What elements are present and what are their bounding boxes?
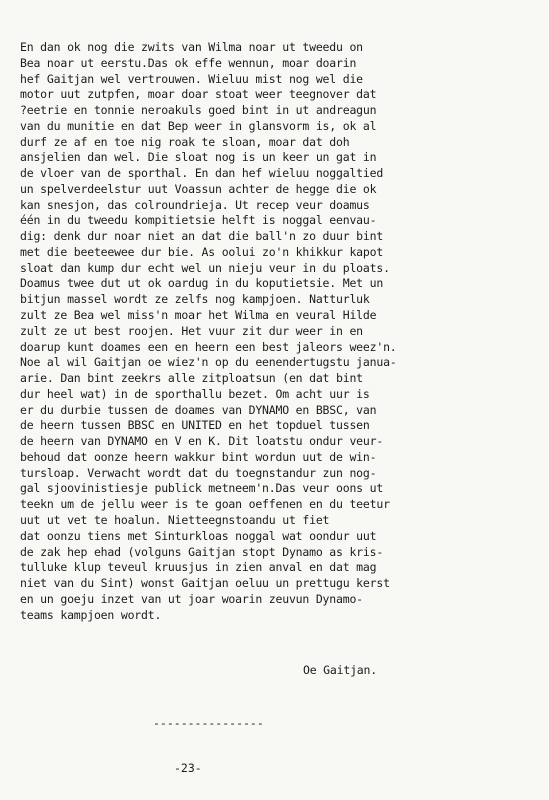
text-line: behoud dat oonze heern wakkur bint wordun uut de win- — [20, 449, 377, 464]
text-line: dur heel wat) in de sporthallu bezet. Om acht uur is — [20, 386, 370, 401]
text-line: gal sjoovinistiesje publick metneem'n.Das veur oons ut — [20, 481, 384, 496]
text-line: en un goeju inzet van ut joar woarin zeuvun Dynamo- — [20, 591, 363, 606]
page-number: -23- — [174, 761, 202, 775]
text-line: er du durbie tussen de doames van DYNAMO en BBSC, van — [20, 402, 377, 417]
text-line: sloat dan kump dur echt wel un nieju veur in du ploats. — [20, 260, 390, 275]
text-line: doarup kunt doames een en heern een best jaleors weez'n. — [20, 339, 397, 354]
text-line: de zak hep ehad (volguns Gaitjan stopt Dynamo as kris- — [20, 544, 384, 559]
text-line: kan snesjon, das colroundrieja. Ut recep veur doamus — [20, 197, 370, 212]
text-line: teams kampjoen wordt. — [20, 607, 162, 622]
text-line: dat oonzu tiens met Sinturkloas noggal wat oondur uut — [20, 528, 377, 543]
text-line: tursloap. Verwacht wordt dat du toegnstandur zun nog- — [20, 465, 377, 480]
dashed-divider: ---------------- — [153, 716, 264, 730]
text-line: En dan ok nog die zwits van Wilma noar ut tweedu on — [20, 40, 363, 54]
text-line: tulluke klup teveul kruusjus in zien anval en dat mag — [20, 560, 377, 575]
text-line: teekn um de jellu weer is te goan oeffenen en du teetur — [20, 497, 390, 512]
text-line: Doamus twee dut ut ok oardug in du koputietsie. Met un — [20, 276, 384, 291]
text-line: de vloer van de sporthal. En dan hef wieluu noggaltied — [20, 166, 384, 181]
text-line: arie. Dan bint zeekrs alle zitploatsun (en dat bint — [20, 371, 363, 386]
text-line: één in du tweedu kompitietsie helft is noggal eenvau- — [20, 213, 377, 228]
text-line: zult ze ut best roojen. Het vuur zit dur weer in en — [20, 323, 363, 338]
signature: Oe Gaitjan. — [303, 663, 377, 677]
text-line: de heern van DYNAMO en V en K. Dit loatstu ondur veur- — [20, 434, 384, 449]
text-line: un spelverdeelstur uut Voassun achter de hegge die ok — [20, 181, 377, 196]
text-line: bitjun massel wordt ze zelfs nog kampjoen. Natturluk — [20, 292, 370, 307]
letter-body — [20, 40, 545, 623]
text-line: Noe al wil Gaitjan oe wiez'n op du eenendertugstu janua- — [20, 355, 397, 370]
text-line: zult ze Bea wel miss'n moar het Wilma en veural Hilde — [20, 308, 377, 323]
text-line: de heern tussen BBSC en UNITED en het topduel tussen — [20, 418, 370, 433]
text-line: durf ze af en toe nig roak te sloan, moar dat doh — [20, 134, 350, 149]
text-line: hef Gaitjan wel vertrouwen. Wieluu mist nog wel die — [20, 71, 363, 86]
text-line: met die beeteewee dur bie. As oolui zo'n khikkur kapot — [20, 244, 384, 259]
text-line: ansjelien dan wel. Die sloat nog is un keer un gat in — [20, 150, 377, 165]
text-line: ?eetrie en tonnie neroakuls goed bint in ut andreagun — [20, 103, 377, 118]
text-line: motor uut zutpfen, moar doar stoat weer teegnover dat — [20, 87, 377, 102]
text-line: uut ut vet te hoalun. Nietteegnstoandu ut fiet — [20, 512, 330, 527]
text-line: van du munitie en dat Bep weer in glansvorm is, ok al — [20, 118, 377, 133]
text-line: Bea noar ut eerstu.Das ok effe wennun, moar doarin — [20, 55, 357, 70]
text-line: niet van du Sint) wonst Gaitjan oeluu un prettugu kerst — [20, 576, 390, 591]
text-line: dig: denk dur noar niet an dat die ball'n zo duur bint — [20, 229, 384, 244]
